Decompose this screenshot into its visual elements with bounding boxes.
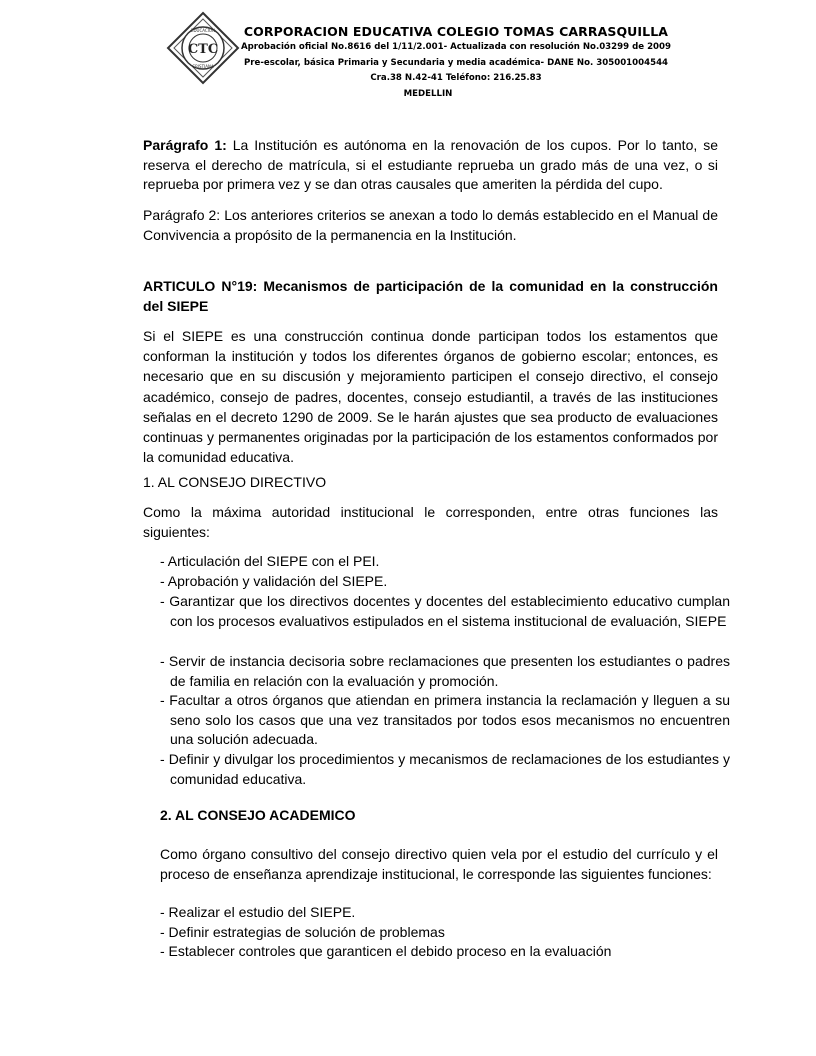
school-logo-icon: [166, 11, 240, 85]
list-item: - Establecer controles que garanticen el debido proceso en la evaluación: [160, 943, 612, 959]
section-2-heading: 2. AL CONSEJO ACADEMICO: [160, 807, 356, 823]
logo-ring-bottom: CRISTIANA: [192, 64, 214, 69]
article-heading: ARTICULO N°19: Mecanismos de participación de la comunidad en la construcción del SIEPE: [143, 278, 718, 314]
paragraph-1-text: La Institución es autónoma en la renovación de los cupos. Por lo tanto, se reserva el derecho de matrícula, si el estudiante reprueba un grado más de una vez, o si reprueba por primera vez y se dan otras causales que ameriten la pérdida del cupo.: [143, 137, 718, 192]
levels-line: Pre-escolar, básica Primaria y Secundaria y media académica- DANE No. 305001004544: [243, 58, 669, 68]
list-item: - Definir estrategias de solución de problemas: [160, 924, 445, 940]
list-item: - Articulación del SIEPE con el PEI.: [160, 553, 380, 569]
section-1-intro: Como la máxima autoridad institucional le corresponden, entre otras funciones las siguientes:: [143, 504, 718, 540]
section-1-heading: 1. AL CONSEJO DIRECTIVO: [143, 474, 327, 490]
logo-monogram: CTC: [187, 42, 219, 57]
section-2-intro: Como órgano consultivo del consejo directivo quien vela por el estudio del currículo y el proceso de enseñanza aprendizaje institucional, le corresponde las siguientes funciones:: [160, 846, 718, 882]
list-item: - Garantizar que los directivos docentes y docentes del establecimiento educativo cumplan con los procesos evaluativos estipulados en el sistema institucional de evaluación, SIEPE: [160, 593, 730, 629]
list-item: - Facultar a otros órganos que atiendan en primera instancia la reclamación y lleguen a su seno solo los casos que una vez transitados por todos esos mecanismos no encuentren una solución adecuada.: [160, 692, 730, 747]
article-text: Si el SIEPE es una construcción continua donde participan todos los estamentos que conforman la institución y todos los diferentes órganos de gobierno escolar; entonces, es necesario que en su discusión y mejoramiento participen el consejo directivo, el consejo académico, consejo de padres, docentes, consejo estudiantil, a través de las instituciones señalas en el decreto 1290 de 2009. Se le harán ajustes que sea producto de evaluaciones continuas y permanentes originadas por la participación de los estamentos conformados por la comunidad educativa.: [143, 328, 718, 466]
approval-line: Aprobación oficial No.8616 del 1/11/2.001- Actualizada con resolución No.03299 de 2009: [240, 42, 671, 52]
paragraph-2: Parágrafo 2: Los anteriores criterios se anexan a todo lo demás establecido en el Manual de Convivencia a propósito de la permanencia en la Institución.: [143, 207, 718, 243]
list-item: - Servir de instancia decisoria sobre reclamaciones que presenten los estudiantes o padres de familia en relación con la evaluación y promoción.: [160, 653, 730, 689]
paragraph-1: [143, 136, 718, 195]
list-item: - Definir y divulgar los procedimientos y mecanismos de reclamaciones de los estudiantes y comunidad educativa.: [160, 751, 730, 787]
list-item: - Realizar el estudio del SIEPE.: [160, 904, 356, 920]
paragraph-1-label: Parágrafo 1:: [143, 137, 227, 153]
school-name: CORPORACION EDUCATIVA COLEGIO TOMAS CARRASQUILLA: [243, 24, 669, 39]
logo-ring-top: EDUCACION: [190, 28, 216, 33]
city-line: MEDELLIN: [403, 89, 453, 99]
list-item: - Aprobación y validación del SIEPE.: [160, 573, 388, 589]
address-line: Cra.38 N.42-41 Teléfono: 216.25.83: [370, 73, 542, 83]
